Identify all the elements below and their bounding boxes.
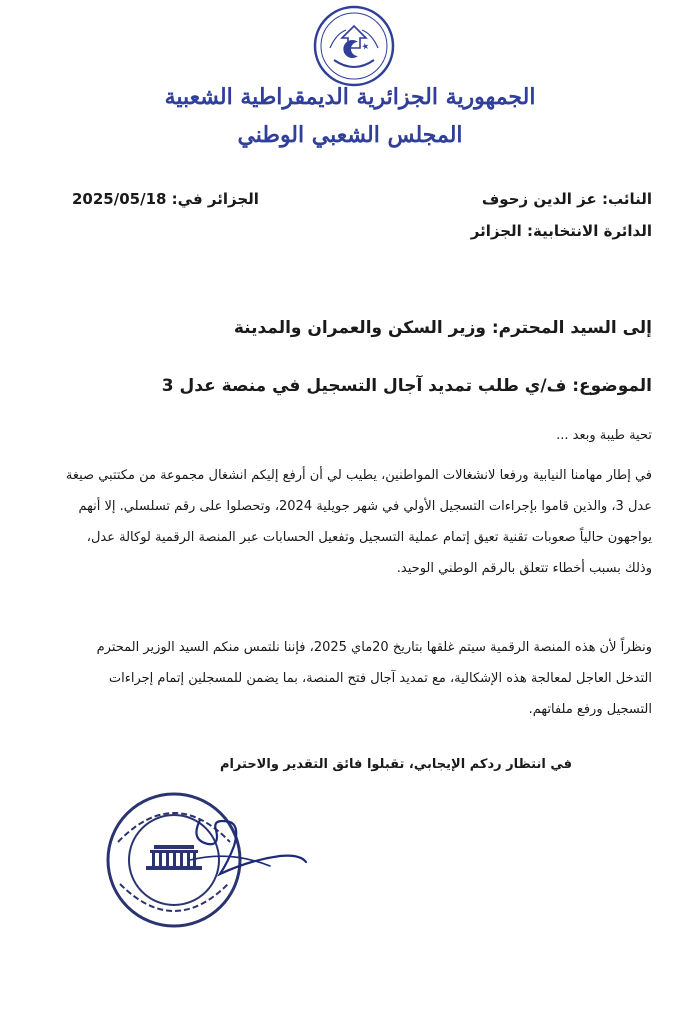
signature-icon <box>160 800 310 890</box>
deputy-name: النائب: عز الدين زحوف <box>481 190 652 208</box>
closing-line: في انتظار ردكم الإيجابي، تقبلوا فائق التقدير والاحترام <box>219 757 572 772</box>
letter-date: الجزائر في: 2025/05/18 <box>72 190 259 208</box>
assembly-title: المجلس الشعبي الوطني <box>237 122 463 148</box>
body-line: يواجهون حالياً صعوبات تقنية تعيق إتمام عملية التسجيل وتفعيل الحسابات عبر المنصة الرقمية لوكالة عدل، <box>86 530 652 545</box>
body-line: التسجيل ورفع ملفاتهم. <box>528 702 652 717</box>
body-line: في إطار مهامنا النيابية ورفعا لانشغالات المواطنين، يطيب لي أن أرفع إليكم انشغال مجموعة من مكتتبي صيغة <box>65 468 652 483</box>
body-line: عدل 3، والذين قاموا بإجراءات التسجيل الأولي في شهر جويلية 2024، وتحصلوا على رقم تسلسلي. إلا أنهم <box>78 499 652 514</box>
body-paragraph-2 <box>46 632 652 725</box>
subject-line: الموضوع: ف/ي طلب تمديد آجال التسجيل في منصة عدل 3 <box>161 376 652 396</box>
electoral-district: الدائرة الانتخابية: الجزائر <box>470 222 652 240</box>
republic-title: الجمهورية الجزائرية الديمقراطية الشعبية <box>164 84 536 110</box>
body-paragraph-1 <box>46 460 652 584</box>
body-line: التدخل العاجل لمعالجة هذه الإشكالية، مع تمديد آجال فتح المنصة، بما يضمن للمسجلين إتمام إجراءات <box>108 671 652 686</box>
addressee: إلى السيد المحترم: وزير السكن والعمران والمدينة <box>233 318 652 338</box>
body-line: ونظراً لأن هذه المنصة الرقمية سيتم غلقها بتاريخ 20ماي 2025، فإننا نلتمس منكم السيد الوزير المحترم <box>96 640 652 655</box>
national-emblem-icon <box>312 4 396 88</box>
body-line: وذلك بسبب أخطاء تتعلق بالرقم الوطني الوحيد. <box>396 561 652 576</box>
greeting: تحية طيبة وبعد ... <box>556 428 652 443</box>
